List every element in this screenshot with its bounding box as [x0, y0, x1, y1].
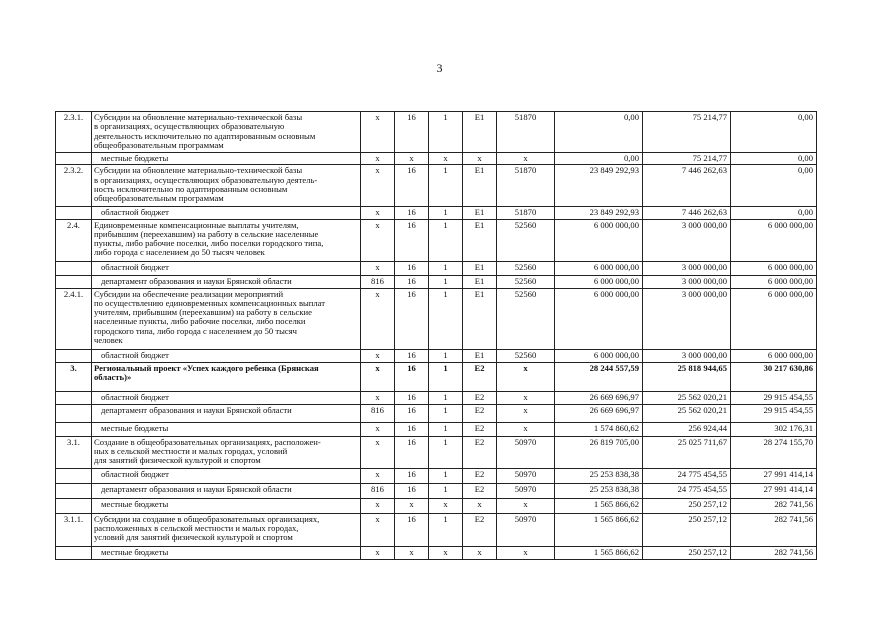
program-code: 16	[395, 207, 429, 219]
value-year-1: 26 819 705,00	[555, 436, 643, 468]
value-year-2: 25 818 944,65	[643, 362, 731, 391]
grbs-code: х	[361, 422, 395, 436]
row-name: областной бюджет	[92, 349, 361, 362]
table-row	[56, 483, 817, 498]
row-name: Субсидии на обеспечение реализации мероприятий по осуществлению единовременных компенсационных выплат учителям, прибывшим (переехавшим) на работу в сельские населенные пункты, либо рабочие поселки, либо поселки городского типа, либо города с населением до 50 тысяч человек	[92, 288, 361, 349]
subprogram-code: 1	[429, 261, 463, 275]
project-code: х	[463, 498, 497, 513]
value-year-1: 25 253 838,38	[555, 483, 643, 498]
direction-code: 51870	[497, 112, 555, 153]
grbs-code: х	[361, 468, 395, 483]
value-year-1: 6 000 000,00	[555, 261, 643, 275]
row-code	[56, 207, 92, 219]
direction-code: х	[497, 391, 555, 404]
table-row	[56, 207, 817, 219]
subprogram-code: 1	[429, 275, 463, 288]
row-name: Создание в общеобразовательных организациях, расположен- ных в сельской местности и малых городах, условий для занятий физической культурой и спортом	[92, 436, 361, 468]
row-code	[56, 498, 92, 513]
value-year-3: 6 000 000,00	[731, 219, 817, 261]
row-code: 2.4.	[56, 219, 92, 261]
program-code: 16	[395, 275, 429, 288]
project-code: Е2	[463, 436, 497, 468]
page-number: 3	[436, 61, 443, 75]
value-year-2: 25 562 020,21	[643, 391, 731, 404]
program-code: 16	[395, 261, 429, 275]
value-year-3: 0,00	[731, 153, 817, 165]
subprogram-code: 1	[429, 219, 463, 261]
table-row	[56, 349, 817, 362]
subprogram-code: 1	[429, 349, 463, 362]
value-year-3: 29 915 454,55	[731, 404, 817, 422]
row-name: департамент образования и науки Брянской области	[92, 483, 361, 498]
subprogram-code: 1	[429, 436, 463, 468]
grbs-code: х	[361, 288, 395, 349]
subprogram-code: 1	[429, 404, 463, 422]
grbs-code: х	[361, 513, 395, 546]
row-name: местные бюджеты	[92, 153, 361, 165]
value-year-3: 0,00	[731, 165, 817, 207]
row-name: Единовременные компенсационные выплаты учителям, прибывшим (переехавшим) на работу в сельские населенные пункты, либо рабочие поселки, либо поселки городского типа, либо города с населением до 50 тысяч человек	[92, 219, 361, 261]
project-code: Е1	[463, 207, 497, 219]
row-name: областной бюджет	[92, 468, 361, 483]
row-name: местные бюджеты	[92, 498, 361, 513]
value-year-1: 1 565 866,62	[555, 546, 643, 559]
value-year-3: 6 000 000,00	[731, 261, 817, 275]
program-code: 16	[395, 468, 429, 483]
direction-code: х	[497, 422, 555, 436]
row-code	[56, 275, 92, 288]
budget-table-body	[56, 112, 817, 560]
direction-code: 52560	[497, 288, 555, 349]
program-code: 16	[395, 349, 429, 362]
grbs-code: х	[361, 391, 395, 404]
table-row	[56, 362, 817, 391]
value-year-3: 0,00	[731, 207, 817, 219]
grbs-code: х	[361, 498, 395, 513]
project-code: Е1	[463, 275, 497, 288]
value-year-3: 0,00	[731, 112, 817, 153]
row-name: департамент образования и науки Брянской области	[92, 275, 361, 288]
row-code	[56, 546, 92, 559]
value-year-1: 6 000 000,00	[555, 288, 643, 349]
project-code: Е1	[463, 349, 497, 362]
value-year-2: 256 924,44	[643, 422, 731, 436]
direction-code: х	[497, 498, 555, 513]
row-name: Субсидии на обновление материально-технической базы в организациях, осуществляющих образовательную деятель- ность исключительно по адаптированным основным общеобразовательным программам	[92, 165, 361, 207]
grbs-code: х	[361, 349, 395, 362]
value-year-2: 3 000 000,00	[643, 349, 731, 362]
subprogram-code: х	[429, 498, 463, 513]
grbs-code: 816	[361, 483, 395, 498]
table-row	[56, 165, 817, 207]
value-year-1: 26 669 696,97	[555, 404, 643, 422]
project-code: Е2	[463, 422, 497, 436]
row-code: 3.1.	[56, 436, 92, 468]
value-year-2: 3 000 000,00	[643, 261, 731, 275]
subprogram-code: 1	[429, 391, 463, 404]
table-row	[56, 422, 817, 436]
program-code: 16	[395, 513, 429, 546]
program-code: х	[395, 546, 429, 559]
subprogram-code: 1	[429, 422, 463, 436]
row-name: областной бюджет	[92, 391, 361, 404]
project-code: х	[463, 153, 497, 165]
value-year-1: 23 849 292,93	[555, 207, 643, 219]
program-code: 16	[395, 219, 429, 261]
direction-code: х	[497, 153, 555, 165]
program-code: 16	[395, 362, 429, 391]
grbs-code: х	[361, 112, 395, 153]
program-code: 16	[395, 112, 429, 153]
program-code: 16	[395, 404, 429, 422]
program-code: 16	[395, 391, 429, 404]
value-year-3: 27 991 414,14	[731, 483, 817, 498]
grbs-code: 816	[361, 404, 395, 422]
value-year-1: 1 574 860,62	[555, 422, 643, 436]
project-code: х	[463, 546, 497, 559]
table-row	[56, 275, 817, 288]
value-year-1: 0,00	[555, 153, 643, 165]
direction-code: х	[497, 404, 555, 422]
direction-code: 50970	[497, 513, 555, 546]
table-row	[56, 391, 817, 404]
grbs-code: х	[361, 165, 395, 207]
row-name: Региональный проект «Успех каждого ребенка (Брянская область)»	[92, 362, 361, 391]
program-code: 16	[395, 422, 429, 436]
table-row	[56, 261, 817, 275]
subprogram-code: 1	[429, 362, 463, 391]
value-year-1: 1 565 866,62	[555, 513, 643, 546]
value-year-2: 3 000 000,00	[643, 275, 731, 288]
value-year-1: 6 000 000,00	[555, 219, 643, 261]
row-code: 2.3.2.	[56, 165, 92, 207]
subprogram-code: 1	[429, 468, 463, 483]
row-name: Субсидии на обновление материально-технической базы в организациях, осуществляющих образовательную деятельность исключительно по адаптированным основным общеобразовательным программам	[92, 112, 361, 153]
value-year-2: 250 257,12	[643, 546, 731, 559]
program-code: 16	[395, 288, 429, 349]
project-code: Е1	[463, 112, 497, 153]
row-code: 2.3.1.	[56, 112, 92, 153]
direction-code: х	[497, 362, 555, 391]
direction-code: 51870	[497, 207, 555, 219]
value-year-3: 30 217 630,86	[731, 362, 817, 391]
program-code: х	[395, 153, 429, 165]
project-code: Е1	[463, 219, 497, 261]
table-row	[56, 468, 817, 483]
value-year-2: 250 257,12	[643, 498, 731, 513]
value-year-3: 28 274 155,70	[731, 436, 817, 468]
table-row	[56, 436, 817, 468]
table-row	[56, 404, 817, 422]
subprogram-code: х	[429, 153, 463, 165]
subprogram-code: х	[429, 546, 463, 559]
project-code: Е1	[463, 288, 497, 349]
value-year-3: 29 915 454,55	[731, 391, 817, 404]
value-year-3: 6 000 000,00	[731, 288, 817, 349]
row-code	[56, 468, 92, 483]
program-code: 16	[395, 483, 429, 498]
row-code	[56, 483, 92, 498]
project-code: Е1	[463, 165, 497, 207]
subprogram-code: 1	[429, 207, 463, 219]
direction-code: 52560	[497, 219, 555, 261]
table-row	[56, 546, 817, 559]
subprogram-code: 1	[429, 165, 463, 207]
table-row	[56, 153, 817, 165]
value-year-2: 250 257,12	[643, 513, 731, 546]
subprogram-code: 1	[429, 288, 463, 349]
value-year-1: 28 244 557,59	[555, 362, 643, 391]
grbs-code: х	[361, 261, 395, 275]
row-code: 3.1.1.	[56, 513, 92, 546]
value-year-1: 25 253 838,38	[555, 468, 643, 483]
row-code: 2.4.1.	[56, 288, 92, 349]
program-code: х	[395, 498, 429, 513]
value-year-2: 7 446 262,63	[643, 207, 731, 219]
table-row	[56, 513, 817, 546]
table-row	[56, 498, 817, 513]
value-year-2: 75 214,77	[643, 153, 731, 165]
value-year-3: 282 741,56	[731, 498, 817, 513]
value-year-2: 24 775 454,55	[643, 483, 731, 498]
value-year-1: 23 849 292,93	[555, 165, 643, 207]
row-name: Субсидии на создание в общеобразовательных организациях, расположенных в сельской местности и малых городах, условий для занятий физической культурой и спортом	[92, 513, 361, 546]
program-code: 16	[395, 436, 429, 468]
value-year-2: 75 214,77	[643, 112, 731, 153]
value-year-2: 3 000 000,00	[643, 288, 731, 349]
project-code: Е2	[463, 513, 497, 546]
row-name: областной бюджет	[92, 207, 361, 219]
project-code: Е1	[463, 261, 497, 275]
row-code	[56, 349, 92, 362]
project-code: Е2	[463, 391, 497, 404]
subprogram-code: 1	[429, 483, 463, 498]
value-year-1: 26 669 696,97	[555, 391, 643, 404]
value-year-1: 0,00	[555, 112, 643, 153]
direction-code: 52560	[497, 275, 555, 288]
value-year-3: 27 991 414,14	[731, 468, 817, 483]
row-code	[56, 404, 92, 422]
value-year-2: 25 025 711,67	[643, 436, 731, 468]
value-year-2: 3 000 000,00	[643, 219, 731, 261]
project-code: Е2	[463, 362, 497, 391]
value-year-3: 302 176,31	[731, 422, 817, 436]
row-code	[56, 422, 92, 436]
row-name: местные бюджеты	[92, 422, 361, 436]
grbs-code: 816	[361, 275, 395, 288]
grbs-code: х	[361, 546, 395, 559]
row-name: местные бюджеты	[92, 546, 361, 559]
direction-code: 50970	[497, 468, 555, 483]
row-code	[56, 261, 92, 275]
value-year-2: 7 446 262,63	[643, 165, 731, 207]
subprogram-code: 1	[429, 513, 463, 546]
value-year-1: 6 000 000,00	[555, 275, 643, 288]
row-code: 3.	[56, 362, 92, 391]
value-year-3: 6 000 000,00	[731, 349, 817, 362]
value-year-3: 6 000 000,00	[731, 275, 817, 288]
direction-code: 52560	[497, 349, 555, 362]
subprogram-code: 1	[429, 112, 463, 153]
table-row	[56, 112, 817, 153]
table-row	[56, 219, 817, 261]
grbs-code: х	[361, 219, 395, 261]
value-year-3: 282 741,56	[731, 546, 817, 559]
table-row	[56, 288, 817, 349]
row-name: областной бюджет	[92, 261, 361, 275]
direction-code: 52560	[497, 261, 555, 275]
row-name: департамент образования и науки Брянской области	[92, 404, 361, 422]
grbs-code: х	[361, 207, 395, 219]
value-year-2: 24 775 454,55	[643, 468, 731, 483]
value-year-2: 25 562 020,21	[643, 404, 731, 422]
direction-code: 50970	[497, 483, 555, 498]
direction-code: 50970	[497, 436, 555, 468]
grbs-code: х	[361, 436, 395, 468]
row-code	[56, 391, 92, 404]
value-year-3: 282 741,56	[731, 513, 817, 546]
budget-table	[55, 111, 817, 560]
project-code: Е2	[463, 483, 497, 498]
grbs-code: х	[361, 153, 395, 165]
value-year-1: 1 565 866,62	[555, 498, 643, 513]
project-code: Е2	[463, 468, 497, 483]
direction-code: х	[497, 546, 555, 559]
value-year-1: 6 000 000,00	[555, 349, 643, 362]
grbs-code: х	[361, 362, 395, 391]
direction-code: 51870	[497, 165, 555, 207]
program-code: 16	[395, 165, 429, 207]
project-code: Е2	[463, 404, 497, 422]
row-code	[56, 153, 92, 165]
